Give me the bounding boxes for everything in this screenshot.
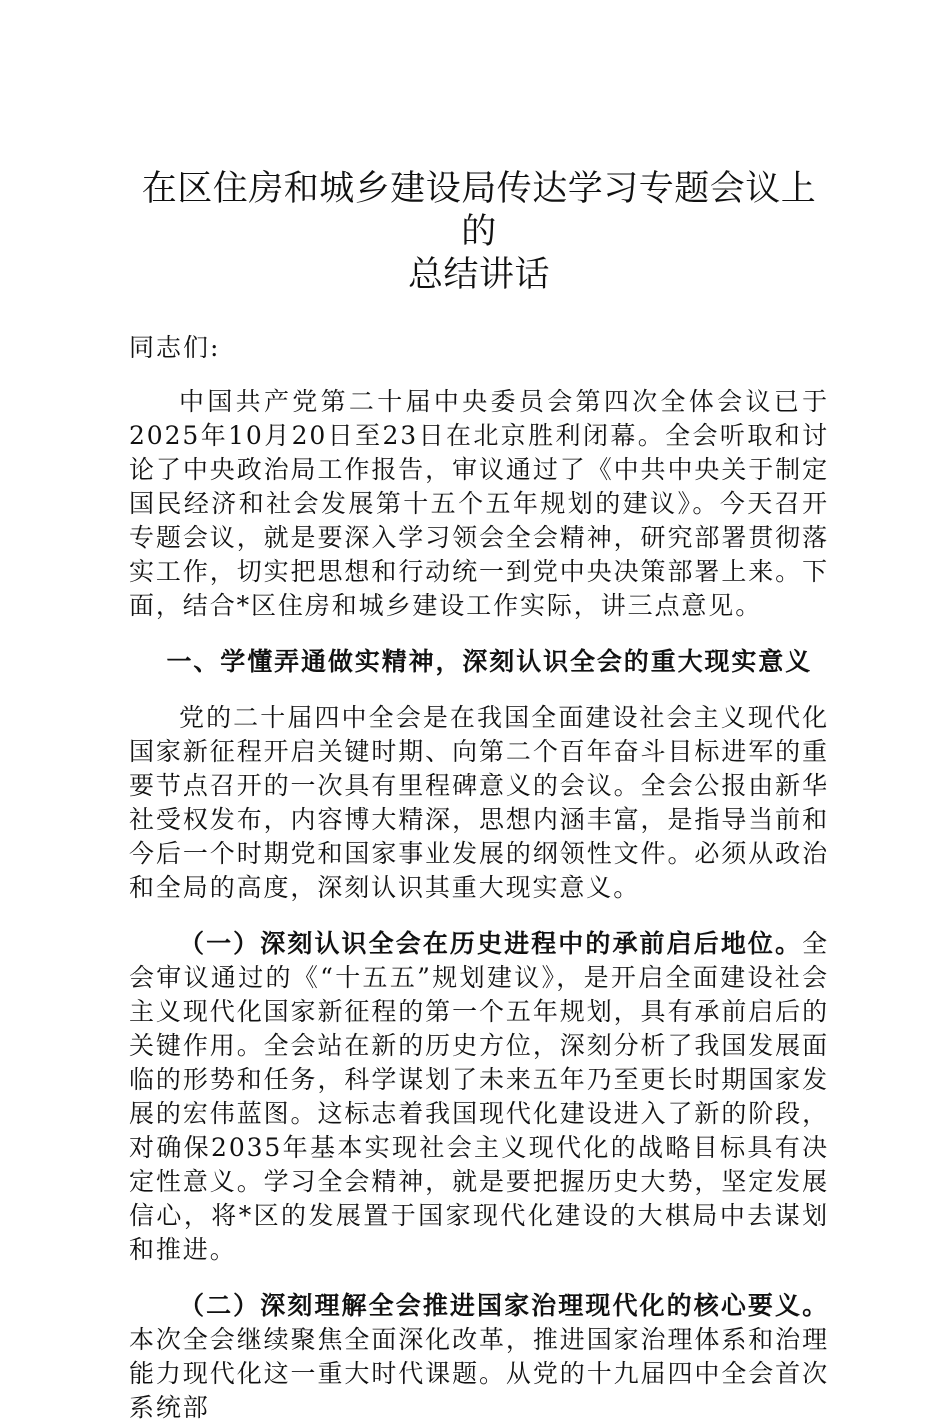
title-line-2: 总结讲话	[407, 255, 550, 295]
document-title	[129, 168, 829, 297]
title-line-1: 在区住房和城乡建设局传达学习专题会议上的	[141, 169, 817, 252]
point-2-body: 本次全会继续聚焦全面深化改革，推进国家治理体系和治理能力现代化这一重大时代课题。从党的十九届四中全会首次系统部	[129, 1325, 829, 1422]
intro-paragraph: 中国共产党第二十届中央委员会第四次全体会议已于2025年10月20日至23日在北京胜利闭幕。全会听取和讨论了中央政治局工作报告，审议通过了《中共中央关于制定国民经济和社会发展第十五个五年规划的建议》。今天召开专题会议，就是要深入学习领会全会精神，研究部署贯彻落实工作，切实把思想和行动统一到党中央决策部署上来。下面，结合*区住房和城乡建设工作实际，讲三点意见。	[129, 387, 829, 620]
salutation: 同志们:	[129, 333, 221, 362]
point-2-paragraph	[129, 1289, 829, 1425]
point-2-lead: （二）深刻理解全会推进国家治理现代化的核心要义。	[179, 1291, 829, 1320]
section-heading-1: 一、学懂弄通做实精神，深刻认识全会的重大现实意义	[166, 647, 813, 676]
point-1-body: 全会审议通过的《“十五五”规划建议》，是开启全面建设社会主义现代化国家新征程的第一个五年规划，具有承前启后的关键作用。全会站在新的历史方位，深刻分析了我国发展面临的形势和任务，科学谋划了未来五年乃至更长时期国家发展的宏伟蓝图。这标志着我国现代化建设进入了新的阶段，对确保2035年基本实现社会主义现代化的战略目标具有决定性意义。学习全会精神，就是要把握历史大势，坚定发展信心，将*区的发展置于国家现代化建设的大棋局中去谋划和推进。	[129, 929, 829, 1264]
point-1-paragraph	[129, 927, 829, 1267]
point-1-lead: （一）深刻认识全会在历史进程中的承前启后地位。	[179, 929, 803, 958]
section-1-paragraph: 党的二十届四中全会是在我国全面建设社会主义现代化国家新征程开启关键时期、向第二个百年奋斗目标进军的重要节点召开的一次具有里程碑意义的会议。全会公报由新华社受权发布，内容博大精深，思想内涵丰富，是指导当前和今后一个时期党和国家事业发展的纲领性文件。必须从政治和全局的高度，深刻认识其重大现实意义。	[129, 703, 829, 902]
document-page	[129, 168, 829, 1425]
